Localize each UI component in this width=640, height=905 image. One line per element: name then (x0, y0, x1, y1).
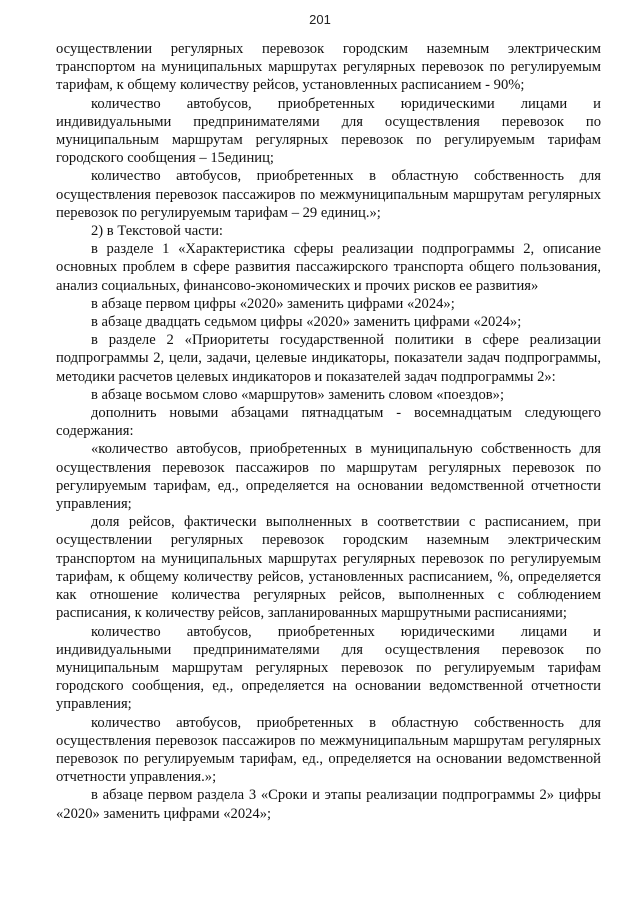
paragraph: в разделе 1 «Характеристика сферы реализации подпрограммы 2, описание основных проблем в сфере развития пассажирского транспорта общего пользования, анализ социальных, финансово-экономических и прочих рисков ее развития» (56, 241, 601, 294)
paragraph: количество автобусов, приобретенных в областную собственность для осуществления перевозок пассажиров по межмуниципальным маршрутам регулярных перевозок по регулируемым тарифам, ед., определяется на основании ведомственной отчетности управления.»; (56, 714, 601, 786)
paragraph: количество автобусов, приобретенных в областную собственность для осуществления перевозок пассажиров по межмуниципальным маршрутам регулярных перевозок по регулируемым тарифам – 29 единиц.»; (56, 168, 601, 221)
paragraph: осуществлении регулярных перевозок городским наземным электрическим транспортом на муниципальных маршрутах регулярных перевозок по регулируемым тарифам, к общему количеству рейсов, установленных расписанием - 90%; (56, 41, 601, 94)
paragraph: в абзаце первом раздела 3 «Сроки и этапы реализации подпрограммы 2» цифры «2020» заменить цифрами «2024»; (56, 787, 601, 822)
paragraph: количество автобусов, приобретенных юридическими лицами и индивидуальными предпринимателями для осуществления перевозок по муниципальным маршрутам регулярных перевозок по регулируемым тарифам городского сообщения – 15единиц; (56, 95, 601, 167)
paragraph: в разделе 2 «Приоритеты государственной политики в сфере реализации подпрограммы 2, цели, задачи, целевые индикаторы, показатели задач подпрограммы, методики расчетов целевых индикаторов и показателей задач подпрограммы 2»: (56, 332, 601, 385)
paragraph: 2) в Текстовой части: (91, 223, 223, 240)
paragraph: в абзаце восьмом слово «маршрутов» заменить словом «поездов»; (91, 386, 505, 403)
paragraph: в абзаце первом цифры «2020» заменить цифрами «2024»; (91, 295, 455, 312)
paragraph: в абзаце двадцать седьмом цифры «2020» заменить цифрами «2024»; (91, 314, 522, 331)
page-number: 201 (309, 12, 331, 27)
paragraph: доля рейсов, фактически выполненных в соответствии с расписанием, при осуществлении регулярных перевозок городским наземным электрическим транспортом на муниципальных маршрутах регулярных перевозок по регулируемым тарифам, к общему количеству рейсов, установленных расписанием, %, определяется как отношение количества регулярных рейсов, выполненных с соблюдением расписания, к количеству рейсов, запланированных маршрутными расписаниями; (56, 514, 601, 622)
document-body (56, 40, 601, 823)
paragraph: «количество автобусов, приобретенных в муниципальную собственность для осуществления перевозок пассажиров по маршрутам регулярных перевозок по регулируемым тарифам, ед., определяется на основании ведомственной отчетности управления; (56, 441, 601, 513)
paragraph: дополнить новыми абзацами пятнадцатым - восемнадцатым следующего содержания: (56, 405, 601, 440)
paragraph: количество автобусов, приобретенных юридическими лицами и индивидуальными предпринимателями для осуществления перевозок по муниципальным маршрутам регулярных перевозок по регулируемым тарифам городского сообщения, ед., определяется на основании ведомственной отчетности управления; (56, 623, 601, 713)
